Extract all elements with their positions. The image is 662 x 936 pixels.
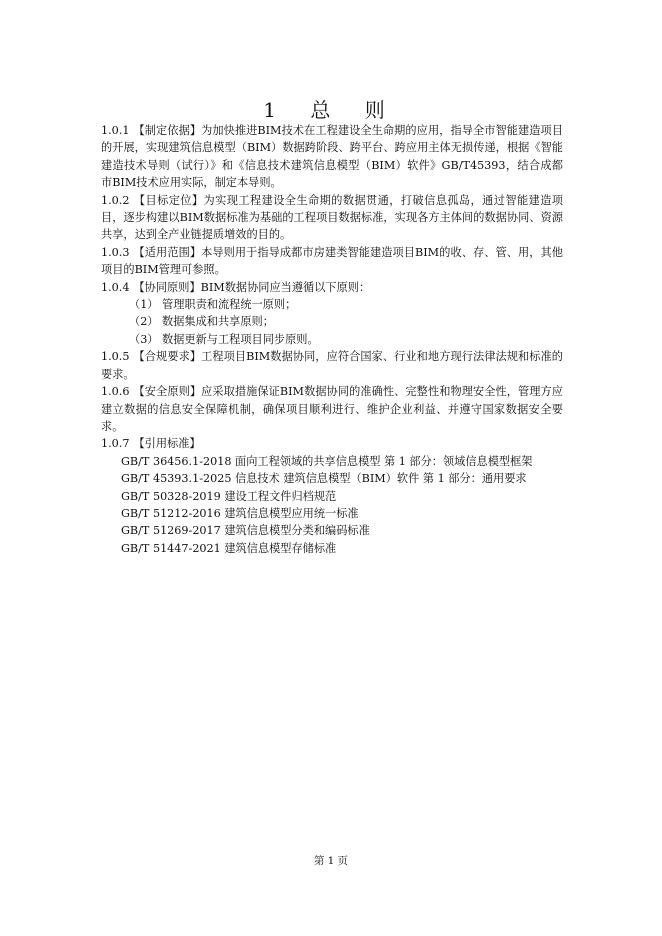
section-1-0-3 bbox=[101, 244, 563, 279]
page-number: 第 1 页 bbox=[313, 855, 349, 867]
section-number: 1.0.4 bbox=[101, 280, 130, 294]
section-1-0-2 bbox=[101, 192, 563, 244]
list-item: （2） 数据集成和共享原则； bbox=[129, 315, 274, 329]
section-text: 【适用范围】本导则用于指导成都市房建类智能建造项目BIM的收、存、管、用，其他项目的BIM管理可参照。 bbox=[101, 245, 563, 277]
section-number: 1.0.7 bbox=[101, 437, 130, 451]
section-text: 【安全原则】应采取措施保证BIM数据协同的准确性、完整性和物理安全性，管理方应建立数据的信息安全保障机制，确保项目顺利进行、维护企业利益、并遵守国家数据安全要求。 bbox=[101, 385, 563, 433]
list-item: （3） 数据更新与工程项目同步原则。 bbox=[129, 332, 319, 346]
section-number: 1.0.3 bbox=[101, 245, 130, 259]
section-text: 【合规要求】工程项目BIM数据协同，应符合国家、行业和地方现行法律法规和标准的要求。 bbox=[101, 350, 563, 381]
reference-standard: GB/T 45393.1-2025 信息技术 建筑信息模型（BIM）软件 第 1 部分：通用要求 bbox=[121, 472, 527, 486]
section-1-0-7 bbox=[101, 435, 563, 452]
reference-standard: GB/T 51447-2021 建筑信息模型存储标准 bbox=[121, 541, 337, 555]
section-1-0-4 bbox=[101, 279, 563, 296]
reference-standard: GB/T 50328-2019 建设工程文件归档规范 bbox=[121, 489, 337, 503]
section-1-0-5 bbox=[101, 348, 563, 383]
section-number: 1.0.6 bbox=[101, 385, 130, 399]
chapter-title: 1 总 则 bbox=[263, 98, 399, 122]
reference-standard: GB/T 51212-2016 建筑信息模型应用统一标准 bbox=[121, 506, 359, 520]
section-number: 1.0.5 bbox=[101, 350, 130, 364]
reference-standard: GB/T 36456.1-2018 面向工程领域的共享信息模型 第 1 部分：领域信息模型框架 bbox=[121, 454, 533, 468]
section-text: 【制定依据】为加快推进BIM技术在工程建设全生命期的应用，指导全市智能建造项目的开展，实现建筑信息模型（BIM）数据跨阶段、跨平台、跨应用主体无损传递，根据《智能建造技术导则（试行）》和《信息技术建筑信息模型（BIM）软件》GB/T45393，结合成都市BIM技术应用实际，制定本导则。 bbox=[101, 124, 563, 190]
section-number: 1.0.1 bbox=[101, 124, 130, 137]
section-number: 1.0.2 bbox=[101, 193, 130, 207]
section-1-0-1 bbox=[101, 122, 563, 192]
document-body bbox=[101, 122, 563, 557]
reference-standard: GB/T 51269-2017 建筑信息模型分类和编码标准 bbox=[121, 524, 370, 538]
section-text: 【协同原则】BIM数据协同应当遵循以下原则： bbox=[133, 280, 371, 294]
section-1-0-6 bbox=[101, 383, 563, 435]
section-text: 【引用标准】 bbox=[133, 437, 201, 451]
list-item: （1） 管理职责和流程统一原则； bbox=[129, 298, 297, 312]
section-text: 【目标定位】为实现工程建设全生命期的数据贯通，打破信息孤岛，通过智能建造项目，逐步构建以BIM数据标准为基础的工程项目数据标准，实现各方主体间的数据协同、资源共享，达到全产业链提质增效的目的。 bbox=[101, 193, 563, 242]
